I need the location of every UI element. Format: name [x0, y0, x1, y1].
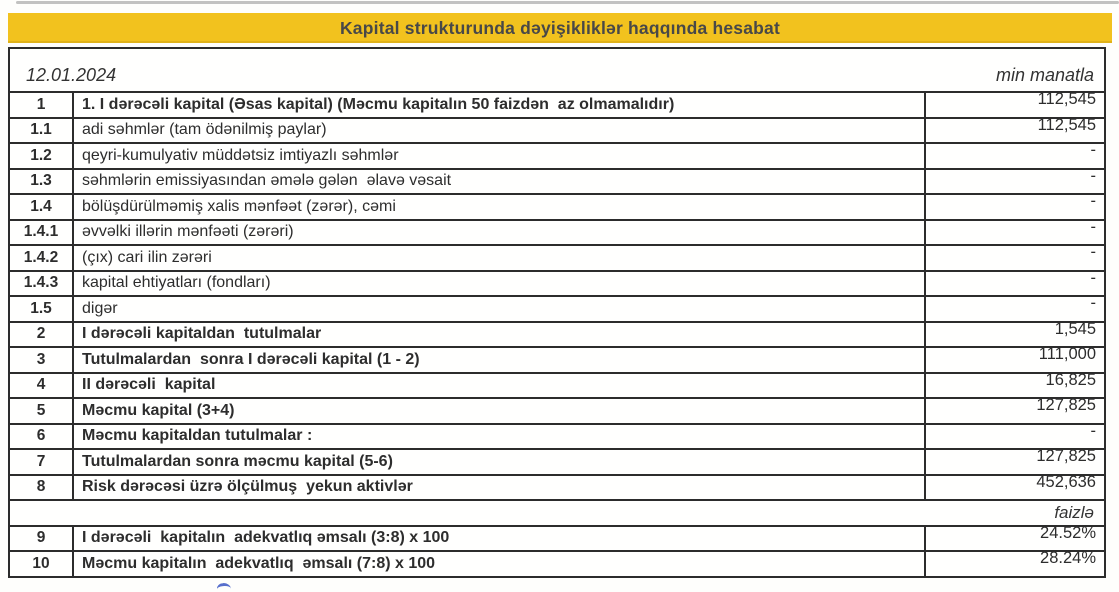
row-value-text: -: [1090, 268, 1096, 287]
row-value-text: 452,636: [1036, 472, 1096, 491]
percent-unit-row: [10, 499, 1104, 525]
row-value: [924, 115, 1104, 143]
row-number: 4: [10, 374, 74, 398]
row-label: Tutulmalardan sonra məcmu kapital (5-6): [82, 452, 393, 470]
row-value-text: -: [1090, 421, 1096, 440]
row-value-text: 24.52%: [1040, 523, 1096, 542]
table-row: [10, 219, 1104, 245]
row-label: bölüşdürülməmiş xalis mənfəət (zərər), cəmi: [82, 197, 396, 215]
row-value-text: 111,000: [1038, 345, 1096, 363]
table-row: [10, 321, 1104, 347]
row-value-text: -: [1090, 243, 1096, 261]
row-number: 5: [10, 399, 74, 423]
table-row: [10, 448, 1104, 474]
row-value-text: 127,825: [1036, 447, 1096, 465]
row-label: kapital ehtiyatları (fondları): [82, 274, 271, 292]
table-row: [10, 346, 1104, 372]
capital-structure-table: [8, 47, 1106, 578]
table-row: [10, 474, 1104, 500]
row-value-text: -: [1090, 141, 1096, 159]
row-value-text: 16,825: [1045, 370, 1096, 389]
row-number: 1.3: [10, 170, 74, 194]
report-date: 12.01.2024: [26, 65, 117, 85]
table-row: [10, 168, 1104, 194]
table-row: [10, 372, 1104, 398]
row-value-text: 1,545: [1054, 319, 1096, 338]
row-number: 1.4.1: [10, 221, 74, 245]
row-value-text: -: [1090, 166, 1096, 185]
row-number: 1.5: [10, 297, 74, 321]
table-row: [10, 525, 1104, 551]
unit-label: min manatla: [995, 65, 1094, 85]
table-row: [10, 295, 1104, 321]
row-number: 1.4.3: [10, 272, 74, 296]
row-value-text: 112,545: [1037, 115, 1096, 134]
table-row: [10, 193, 1104, 219]
table-row: [10, 397, 1104, 423]
row-label: Məcmu kapital (3+4): [82, 401, 235, 419]
row-label: qeyri-kumulyativ müddətsiz imtiyazlı səhmlər: [82, 146, 399, 164]
row-value-text: -: [1090, 294, 1096, 312]
row-label: (çıx) cari ilin zərəri: [82, 248, 212, 266]
signature-ink-artifact: [216, 582, 231, 592]
row-label: səhmlərin emissiyasından əmələ gələn əlavə vəsait: [82, 172, 452, 190]
report-title-band: [8, 13, 1112, 43]
report-title: Kapital strukturunda dəyişikliklər haqqında hesabat: [339, 17, 781, 38]
table-row: [10, 142, 1104, 168]
row-label: Məcmu kapitalın adekvatlıq əmsalı (7:8) x 100: [82, 554, 436, 572]
row-number: 8: [10, 476, 74, 500]
row-number: 10: [10, 552, 74, 576]
table-row: [10, 270, 1104, 296]
row-value: [924, 472, 1104, 500]
row-number: 1.4.2: [10, 246, 74, 270]
row-number: 1: [10, 93, 74, 117]
row-label: Risk dərəcəsi üzrə ölçülmuş yekun aktivlər: [82, 478, 413, 496]
row-label: II dərəcəli kapital: [82, 376, 216, 394]
row-label: I dərəcəli kapitaldan tutulmalar: [82, 325, 322, 343]
row-value: [924, 396, 1104, 423]
row-value-text: -: [1090, 217, 1096, 236]
table-row: [10, 117, 1104, 143]
table-rows: [10, 91, 1104, 576]
percent-unit-label: faizlə: [1054, 502, 1094, 522]
row-number: 9: [10, 527, 74, 551]
table-row: [10, 244, 1104, 270]
row-value: [924, 549, 1104, 576]
row-label: Tutulmalardan sonra I dərəcəli kapital (1 - 2): [82, 350, 420, 368]
row-value: [924, 268, 1104, 296]
table-header-row: [10, 49, 1104, 91]
row-value-text: 112,545: [1037, 90, 1096, 108]
row-value: [924, 141, 1104, 168]
row-number: 1.1: [10, 119, 74, 143]
table-row: [10, 423, 1104, 449]
scan-edge-artifact: [16, 1, 1119, 4]
row-value-text: 28.24%: [1040, 549, 1096, 567]
row-value: [924, 192, 1104, 219]
row-number: 1.4: [10, 195, 74, 219]
row-value-text: 127,825: [1036, 396, 1096, 414]
row-number: 7: [10, 450, 74, 474]
row-label: adi səhmlər (tam ödənilmiş paylar): [82, 121, 327, 139]
row-value: [924, 243, 1104, 270]
row-number: 3: [10, 348, 74, 372]
row-label: əvvəlki illərin mənfəəti (zərəri): [82, 223, 294, 241]
row-label: digər: [82, 299, 118, 317]
row-value: [924, 217, 1104, 245]
table-row: [10, 550, 1104, 576]
row-value-text: -: [1090, 192, 1096, 210]
row-label: I dərəcəli kapitalın adekvatlıq əmsalı (3:8) x 100: [82, 529, 450, 547]
row-number: 2: [10, 323, 74, 347]
row-number: 1.2: [10, 144, 74, 168]
row-label: 1. I dərəcəli kapital (Əsas kapital) (Məcmu kapitalın 50 faizdən az olmamalıdır): [82, 95, 675, 113]
row-value: [924, 166, 1104, 194]
table-row: [10, 91, 1104, 117]
row-label: Məcmu kapitaldan tutulmalar :: [82, 427, 313, 445]
row-number: 6: [10, 425, 74, 449]
